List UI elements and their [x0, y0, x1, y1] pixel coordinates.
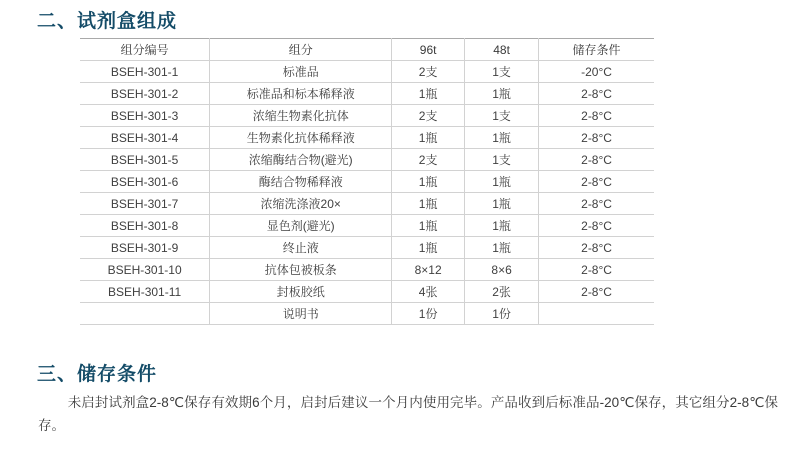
table-cell: 2-8°C: [539, 149, 654, 171]
table-cell: 1瓶: [392, 83, 465, 105]
table-cell: 1瓶: [392, 237, 465, 259]
table-cell: BSEH-301-10: [80, 259, 210, 281]
table-cell: 1瓶: [465, 215, 539, 237]
table-cell: 标准品和标本稀释液: [210, 83, 392, 105]
table-cell: BSEH-301-5: [80, 149, 210, 171]
table-cell: 1瓶: [465, 193, 539, 215]
table-row: [80, 237, 654, 259]
table-cell: -20°C: [539, 61, 654, 83]
table-cell: 2-8°C: [539, 281, 654, 303]
table-cell: 浓缩洗涤液20×: [210, 193, 392, 215]
table-cell: 1瓶: [392, 193, 465, 215]
table-cell: 1瓶: [465, 237, 539, 259]
table-cell: 1支: [465, 61, 539, 83]
table-cell: BSEH-301-2: [80, 83, 210, 105]
table-cell: 抗体包被板条: [210, 259, 392, 281]
table-row: [80, 259, 654, 281]
table-cell: [80, 303, 210, 325]
table-cell: 8×12: [392, 259, 465, 281]
table-row: [80, 281, 654, 303]
table-cell: 1瓶: [465, 127, 539, 149]
table-cell: 1份: [392, 303, 465, 325]
table-cell: 1支: [465, 149, 539, 171]
table-cell: 浓缩生物素化抗体: [210, 105, 392, 127]
storage-conditions-paragraph: 未启封试剂盒2-8℃保存有效期6个月，启封后建议一个月内使用完毕。产品收到后标准品-20℃保存，其它组分2-8℃保存。: [38, 395, 778, 433]
table-cell: BSEH-301-8: [80, 215, 210, 237]
table-cell: 2支: [392, 149, 465, 171]
table-cell: BSEH-301-1: [80, 61, 210, 83]
table-cell: 标准品: [210, 61, 392, 83]
table-cell: 1瓶: [465, 171, 539, 193]
table-cell: BSEH-301-11: [80, 281, 210, 303]
table-cell: 2-8°C: [539, 259, 654, 281]
section-title-kit-composition: 二、试剂盒组成: [37, 11, 178, 32]
table-cell: 2-8°C: [539, 127, 654, 149]
table-cell: 4张: [392, 281, 465, 303]
table-cell: 显色剂(避光): [210, 215, 392, 237]
kit-table-head: [80, 39, 654, 61]
table-row: [80, 149, 654, 171]
table-cell: 2支: [392, 61, 465, 83]
kit-table-body: [80, 61, 654, 325]
table-cell: 2-8°C: [539, 105, 654, 127]
table-cell: 2张: [465, 281, 539, 303]
column-header: 组分: [210, 39, 392, 61]
table-row: [80, 215, 654, 237]
table-cell: 2支: [392, 105, 465, 127]
kit-table-header-row: [80, 39, 654, 61]
table-row: [80, 303, 654, 325]
table-cell: 浓缩酶结合物(避光): [210, 149, 392, 171]
table-cell: 2-8°C: [539, 193, 654, 215]
table-cell: BSEH-301-7: [80, 193, 210, 215]
table-row: [80, 61, 654, 83]
column-header: 48t: [465, 39, 539, 61]
table-cell: 1瓶: [392, 171, 465, 193]
table-cell: 1瓶: [392, 127, 465, 149]
table-row: [80, 105, 654, 127]
table-cell: 1瓶: [392, 215, 465, 237]
table-cell: 酶结合物稀释液: [210, 171, 392, 193]
table-cell: [539, 303, 654, 325]
table-cell: 8×6: [465, 259, 539, 281]
table-cell: 说明书: [210, 303, 392, 325]
table-cell: BSEH-301-4: [80, 127, 210, 149]
table-row: [80, 193, 654, 215]
kit-components-table: [80, 38, 654, 325]
table-cell: BSEH-301-3: [80, 105, 210, 127]
column-header: 储存条件: [539, 39, 654, 61]
table-cell: 2-8°C: [539, 237, 654, 259]
table-cell: 生物素化抗体稀释液: [210, 127, 392, 149]
table-cell: BSEH-301-6: [80, 171, 210, 193]
table-cell: 2-8°C: [539, 215, 654, 237]
table-cell: 2-8°C: [539, 83, 654, 105]
column-header: 96t: [392, 39, 465, 61]
table-row: [80, 171, 654, 193]
table-row: [80, 83, 654, 105]
table-cell: 终止液: [210, 237, 392, 259]
table-cell: 1瓶: [465, 83, 539, 105]
column-header: 组分编号: [80, 39, 210, 61]
table-cell: 1份: [465, 303, 539, 325]
table-cell: BSEH-301-9: [80, 237, 210, 259]
section-title-storage-conditions: 三、储存条件: [37, 364, 158, 385]
table-cell: 1支: [465, 105, 539, 127]
table-row: [80, 127, 654, 149]
table-cell: 2-8°C: [539, 171, 654, 193]
table-cell: 封板胶纸: [210, 281, 392, 303]
